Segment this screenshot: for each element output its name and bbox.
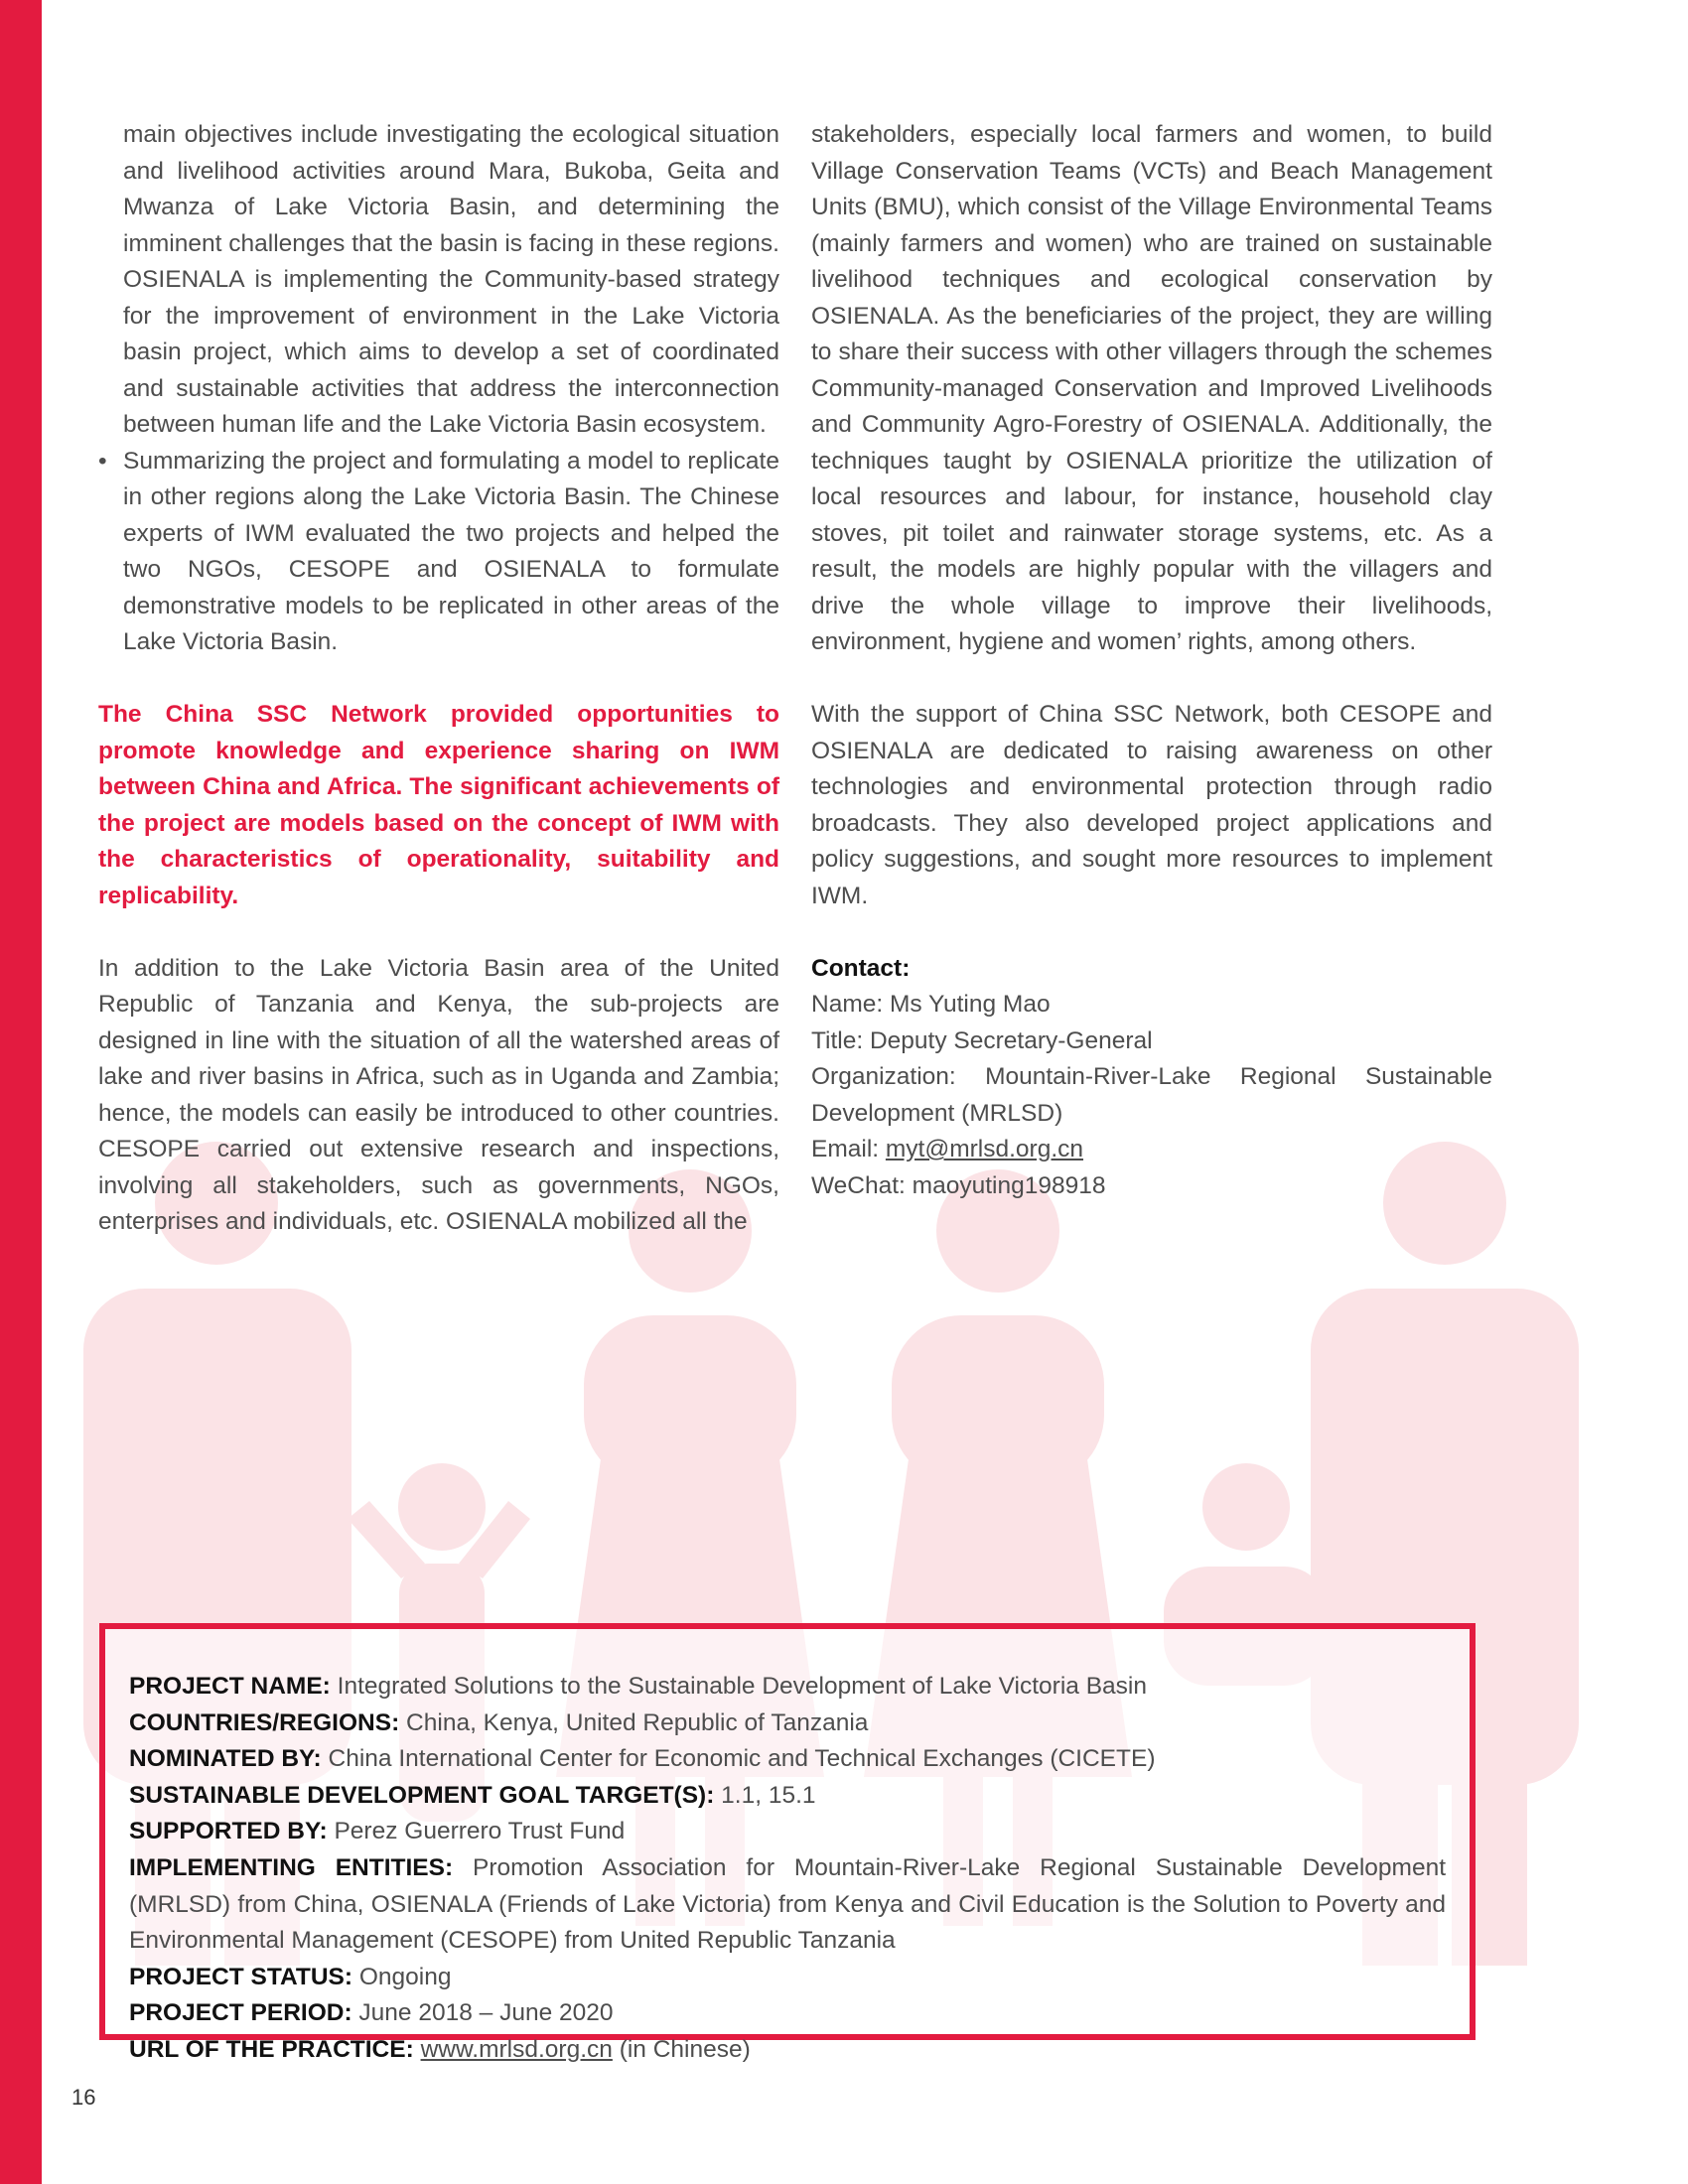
- contact-email-link[interactable]: myt@mrlsd.org.cn: [885, 1136, 1084, 1162]
- right-paragraph-1: stakeholders, especially local farmers and women, to build Village Conservation Teams (VCTs) and Beach Management Units (BMU), which consist of the Village Environmental Teams (mainly farmers and women) who are trained on sustainable livelihood techniques and ecological conservation by OSIENALA. As the beneficiaries of the project, they are willing to share their success with other villagers through the schemes Community-managed Conservation and Improved Livelihoods and Community Agro-Forestry of OSIENALA. Additionally, the techniques taught by OSIENALA prioritize the utilization of local resources and labour, for instance, household clay stoves, pit toilet and rainwater storage systems, etc. As a result, the models are highly popular with the villagers and drive the whole village to improve their livelihoods, environment, hygiene and women’ rights, among others.: [811, 121, 1492, 655]
- left-paragraph-1: main objectives include investigating the ecological situation and livelihood activities around Mara, Bukoba, Geita and Mwanza of Lake Victoria Basin, and determining the imminent challenges that the basin is facing in these regions. OSIENALA is implementing the Community-based strategy for the improvement of environment in the Lake Victoria basin project, which aims to develop a set of coordinated and sustainable activities that address the interconnection between human life and the Lake Victoria Basin ecosystem.: [123, 121, 779, 438]
- right-text-column: [811, 117, 1492, 1204]
- nominated-value: China International Center for Economic and Technical Exchanges (CICETE): [321, 1745, 1156, 1773]
- left-text-column: [98, 117, 779, 1241]
- sdg-value: 1.1, 15.1: [714, 1781, 816, 1809]
- practice-url-link[interactable]: www.mrlsd.org.cn: [420, 2035, 613, 2063]
- period-value: June 2018 – June 2020: [352, 1999, 614, 2027]
- supported-label: SUPPORTED BY:: [129, 1818, 328, 1845]
- period-row: [129, 1995, 1446, 2032]
- countries-value: China, Kenya, United Republic of Tanzania: [399, 1708, 869, 1736]
- bullet-text: Summarizing the project and formulating a model to replicate in other regions along the Lake Victoria Basin. The Chinese experts of IWM evaluated the two projects and helped the two NGOs, CESOPE and OSIENALA to formulate demonstrative models to be replicated in other areas of the Lake Victoria Basin.: [123, 447, 779, 655]
- contact-title: Title: Deputy Secretary-General: [811, 1026, 1153, 1054]
- sdg-row: [129, 1778, 1446, 1815]
- project-name-value: Integrated Solutions to the Sustainable Development of Lake Victoria Basin: [330, 1673, 1148, 1700]
- countries-label: COUNTRIES/REGIONS:: [129, 1708, 400, 1736]
- contact-organization: Organization: Mountain-River-Lake Regional Sustainable Development (MRLSD): [811, 1063, 1492, 1127]
- page-number: 16: [71, 2085, 96, 2110]
- contact-wechat: WeChat: maoyuting198918: [811, 1171, 1106, 1199]
- highlight-statement: The China SSC Network provided opportunities to promote knowledge and experience sharing on IWM between China and Africa. The significant achievements of the project are models based on the concept of IWM with the characteristics of operationality, suitability and replicability.: [98, 701, 779, 909]
- implementing-value: Promotion Association for Mountain-River-Lake Regional Sustainable Development (MRLSD) from China, OSIENALA (Friends of Lake Victoria) from Kenya and Civil Education is the Solution to Poverty and Environmental Management (CESOPE) from United Republic Tanzania: [129, 1853, 1447, 1955]
- period-label: PROJECT PERIOD:: [129, 1999, 352, 2027]
- status-value: Ongoing: [352, 1963, 452, 1990]
- nominated-row: [129, 1741, 1446, 1778]
- url-note: (in Chinese): [612, 2035, 751, 2063]
- status-label: PROJECT STATUS:: [129, 1963, 353, 1990]
- contact-email-label: Email:: [811, 1136, 886, 1162]
- contact-email-line: [811, 1132, 1492, 1168]
- right-paragraph-2: With the support of China SSC Network, both CESOPE and OSIENALA are dedicated to raising awareness on other technologies and environmental protection through radio broadcasts. They also developed project applications and policy suggestions, and sought more resources to implement IWM.: [811, 701, 1492, 909]
- contact-heading: Contact:: [811, 954, 911, 982]
- project-info-box: [99, 1623, 1476, 2063]
- url-label: URL OF THE PRACTICE:: [129, 2035, 414, 2063]
- countries-row: [129, 1706, 1446, 1742]
- sdg-label: SUSTAINABLE DEVELOPMENT GOAL TARGET(S):: [129, 1781, 715, 1809]
- bullet-item: [98, 444, 779, 661]
- bullet-dot: •: [98, 447, 107, 475]
- project-name-label: PROJECT NAME:: [129, 1673, 331, 1700]
- left-paragraph-2: In addition to the Lake Victoria Basin area of the United Republic of Tanzania and Kenya, the sub-projects are designed in line with the situation of all the watershed areas of lake and river basins in Africa, such as in Uganda and Zambia; hence, the models can easily be introduced to other countries. CESOPE carried out extensive research and inspections, involving all stakeholders, such as governments, NGOs, enterprises and individuals, etc. OSIENALA mobilized all the: [98, 954, 779, 1235]
- project-name-row: [129, 1669, 1446, 1706]
- supported-row: [129, 1814, 1446, 1850]
- supported-value: Perez Guerrero Trust Fund: [327, 1818, 626, 1845]
- status-row: [129, 1960, 1446, 1996]
- implementing-row: [129, 1850, 1446, 1960]
- url-row: [129, 2032, 1446, 2069]
- implementing-label: IMPLEMENTING ENTITIES:: [129, 1853, 454, 1881]
- contact-name: Name: Ms Yuting Mao: [811, 991, 1051, 1018]
- nominated-label: NOMINATED BY:: [129, 1745, 322, 1773]
